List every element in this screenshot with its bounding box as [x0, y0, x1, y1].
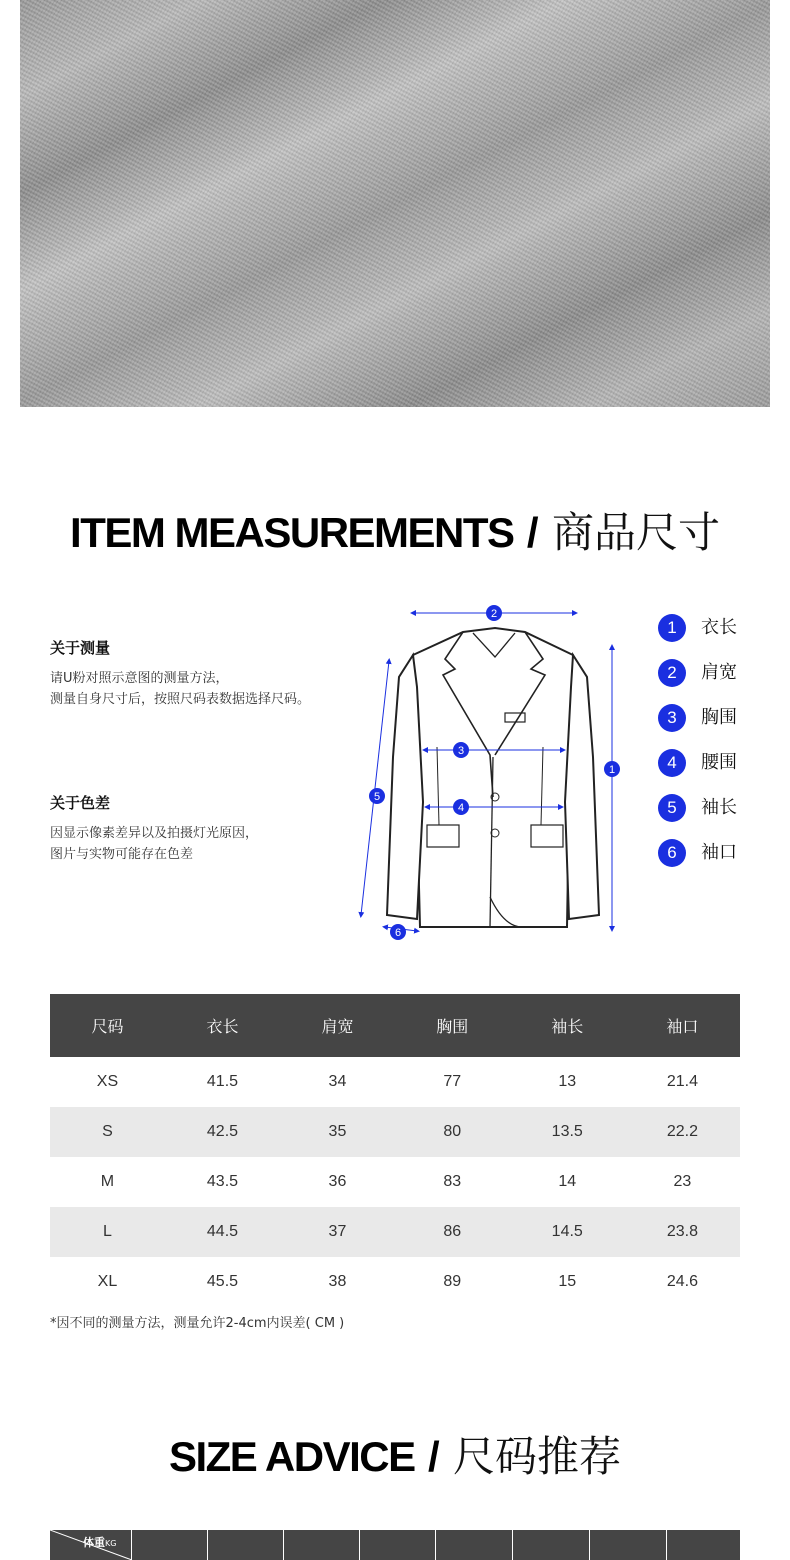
table-cell: 36 [328, 1173, 347, 1190]
header-length: 衣长 [165, 994, 280, 1057]
header-cell [50, 1530, 132, 1560]
about-measurement [50, 637, 370, 710]
table-row [50, 1107, 740, 1157]
table-cell: 86 [395, 1207, 510, 1257]
table-cell: S [50, 1107, 165, 1157]
header-cuff: 袖口 [625, 994, 740, 1057]
header-cell [590, 1530, 667, 1560]
diagram-marker-1 [604, 761, 620, 777]
about-color-difference [50, 792, 370, 865]
header-cell [208, 1530, 284, 1560]
header-cell [513, 1530, 590, 1560]
table-cell: 13 [558, 1073, 577, 1090]
fabric-detail-image [20, 0, 770, 407]
size-advice-title: SIZE ADVICE / 尺码推荐 [168, 1432, 622, 1481]
table-cell: XL [97, 1273, 118, 1290]
about-color-line-2: 图片与实物可能存在色差 [50, 847, 194, 862]
table-cell: 23 [673, 1173, 692, 1190]
table-cell: 83 [443, 1173, 462, 1190]
table-cell: 14 [558, 1173, 577, 1190]
table-row [50, 1157, 740, 1207]
legend-badge: 2 [658, 659, 686, 687]
svg-text:4: 4 [457, 802, 465, 814]
svg-text:1: 1 [608, 764, 616, 776]
legend-badge: 1 [658, 614, 686, 642]
diagram-marker-6 [390, 924, 406, 940]
header-sleeve: 袖长 [510, 994, 625, 1057]
legend-label: 袖长 [701, 797, 737, 818]
size-advice-table-header [50, 1530, 740, 1560]
table-cell: 44.5 [165, 1207, 280, 1257]
jacket-outline [387, 628, 599, 927]
svg-text:5: 5 [373, 791, 381, 803]
diagram-marker-2 [486, 605, 502, 621]
table-cell: 41.5 [206, 1073, 239, 1090]
weight-corner-label: 体重KG [83, 1536, 117, 1549]
table-cell: 89 [443, 1273, 462, 1290]
table-cell: 77 [443, 1073, 462, 1090]
about-color-heading: 关于色差 [50, 794, 111, 812]
measurements-title: ITEM MEASUREMENTS / 商品尺寸 [70, 508, 720, 557]
header-shoulder: 肩宽 [280, 994, 395, 1057]
table-cell: 43.5 [206, 1173, 239, 1190]
table-cell: 80 [395, 1107, 510, 1157]
legend-item-cuff [658, 839, 768, 884]
svg-text:6: 6 [394, 927, 402, 939]
header-cell [360, 1530, 436, 1560]
header-cell [132, 1530, 208, 1560]
measurement-legend [658, 614, 768, 884]
legend-badge: 5 [658, 794, 686, 822]
size-table-header [50, 994, 740, 1057]
legend-badge: 6 [658, 839, 686, 867]
about-measurement-line-2: 测量自身尺寸后，按照尺码表数据选择尺码。 [50, 692, 311, 707]
legend-item-waist [658, 749, 768, 794]
legend-label: 袖口 [701, 842, 737, 863]
size-table [50, 994, 740, 1307]
table-cell: 24.6 [666, 1273, 698, 1290]
svg-text:3: 3 [457, 745, 465, 757]
header-cell [436, 1530, 513, 1560]
legend-label: 腰围 [701, 752, 737, 773]
diagram-marker-4 [453, 799, 469, 815]
legend-badge: 4 [658, 749, 686, 777]
measurement-tolerance-note: *因不同的测量方法，测量允许2-4cm内误差( CM ) [50, 1316, 345, 1331]
table-cell: XS [96, 1073, 119, 1090]
table-cell: L [50, 1207, 165, 1257]
table-row [50, 1257, 740, 1307]
jacket-measurement-diagram [355, 597, 630, 947]
header-size: 尺码 [50, 994, 165, 1057]
legend-item-shoulder [658, 659, 768, 704]
table-cell: 42.5 [165, 1107, 280, 1157]
header-cell [667, 1530, 740, 1560]
table-cell: 14.5 [510, 1207, 625, 1257]
table-cell: M [100, 1173, 115, 1190]
svg-text:2: 2 [490, 608, 498, 620]
table-row [50, 1207, 740, 1257]
diagram-marker-3 [453, 742, 469, 758]
legend-label: 衣长 [701, 617, 737, 638]
table-cell: 38 [328, 1273, 347, 1290]
table-row [50, 1057, 740, 1107]
about-color-line-1: 因显示像素差异以及拍摄灯光原因， [50, 826, 259, 841]
legend-badge: 3 [658, 704, 686, 732]
table-cell: 15 [558, 1273, 577, 1290]
legend-item-chest [658, 704, 768, 749]
table-cell: 23.8 [625, 1207, 740, 1257]
legend-label: 肩宽 [701, 662, 737, 683]
table-cell: 34 [328, 1073, 347, 1090]
header-cell [284, 1530, 360, 1560]
table-cell: 21.4 [666, 1073, 698, 1090]
about-measurement-heading: 关于测量 [50, 639, 111, 657]
diagram-marker-5 [369, 788, 385, 804]
table-cell: 45.5 [206, 1273, 239, 1290]
about-measurement-line-1: 请U粉对照示意图的测量方法， [50, 671, 229, 686]
legend-item-sleeve [658, 794, 768, 839]
legend-label: 胸围 [701, 707, 737, 728]
table-cell: 13.5 [510, 1107, 625, 1157]
table-cell: 37 [280, 1207, 395, 1257]
table-cell: 35 [280, 1107, 395, 1157]
table-cell: 22.2 [625, 1107, 740, 1157]
header-chest: 胸围 [395, 994, 510, 1057]
legend-item-length [658, 614, 768, 659]
